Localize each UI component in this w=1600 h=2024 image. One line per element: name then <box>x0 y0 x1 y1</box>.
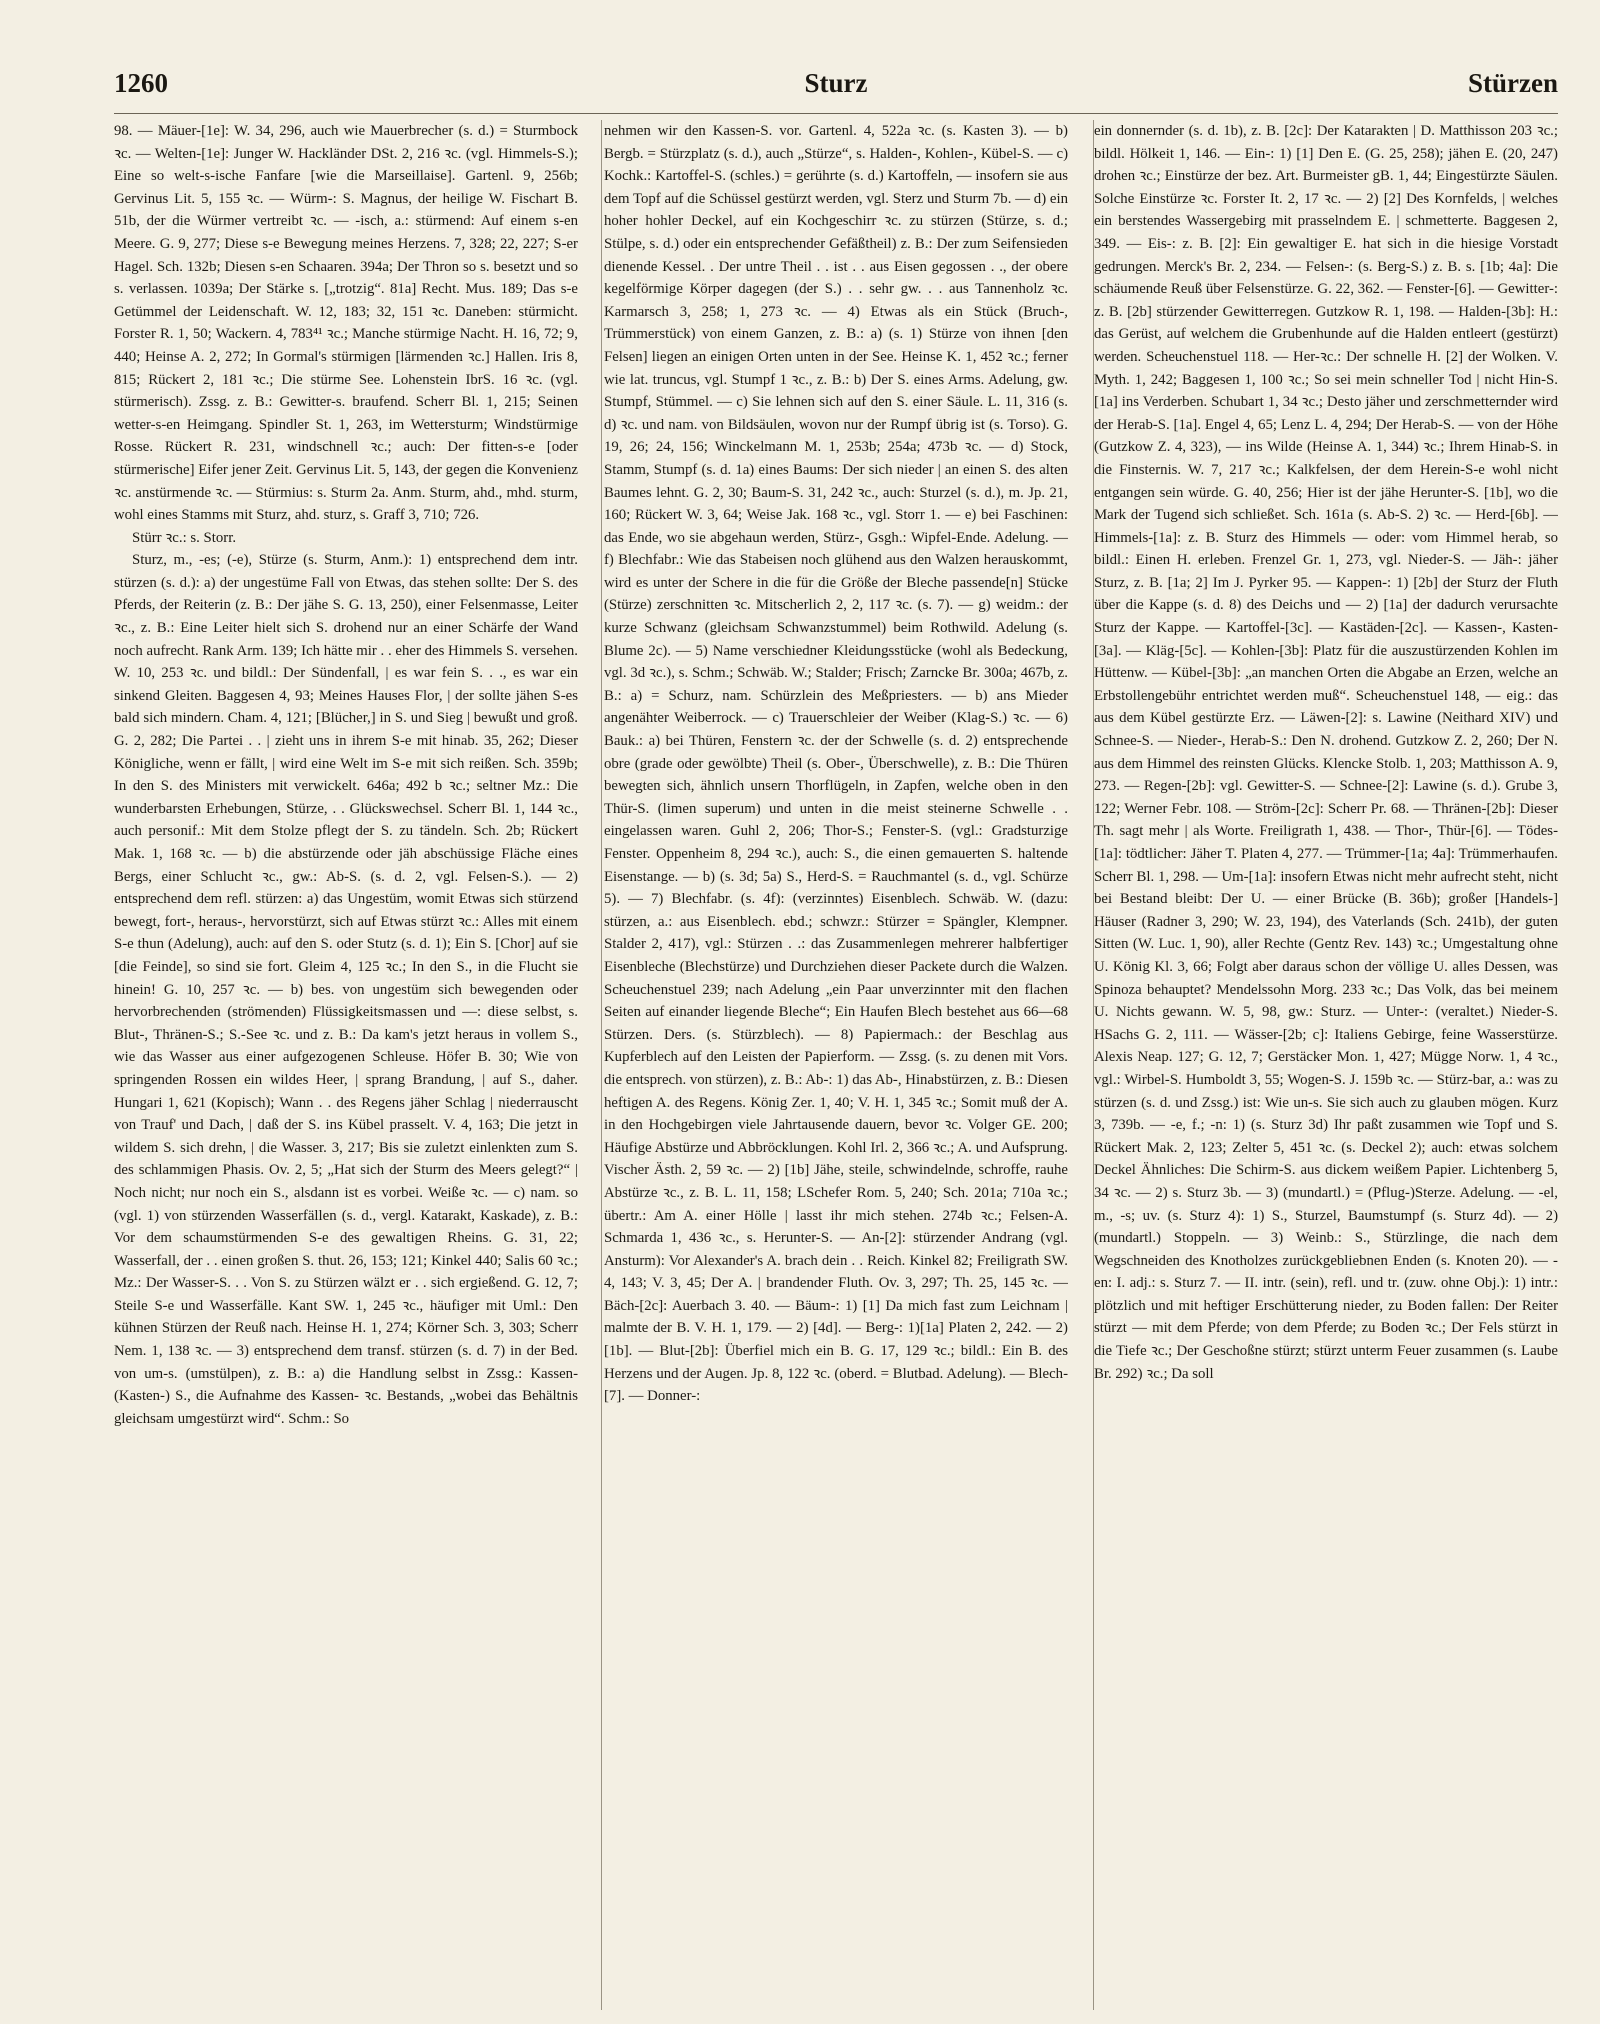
entry-paragraph: ein donnernder (s. d. 1b), z. B. [2c]: Der Katarakten | D. Matthisson 203 ꝛc.; bildl. Hölkeit 1, 146. — Ein-: 1) [1] Den E. (G. 25, 258); jähen E. (20, 247) drohen ꝛc.; Einstürze der bez. Art. Burmeister gB. 1, 44; Eingestürzte Säulen. Solche Einstürze ꝛc. Forster It. 2, 17 ꝛc. — 2) [2] Des Kornfelds, | welches ein berstendes Wassergebirg mit prasselndem E. | schmetterte. Baggesen 2, 349. — Eis-: z. B. [2]: Ein gewaltiger E. hat sich in die hiesige Vorstadt gedrungen. Merck's Br. 2, 234. — Felsen-: (s. Berg-S.) z. B. s. [1b; 4a]: Die schäumende Reuß über Felsenstürze. G. 22, 362. — Fenster-[6]. — Gewitter-: z. B. [2b] stürzender Gewitterregen. Gutzkow R. 1, 198. — Halden-[3b]: H.: das Gerüst, auf welchem die Grubenhunde auf die Halden entleert (gestürzt) werden. Scheuchenstuel 118. — Her-ꝛc.: Der schnelle H. [2] der Wolken. V. Myth. 1, 242; Baggesen 1, 100 ꝛc.; So sei mein schneller Tod | nicht Hin-S. [1a] ins Verderben. Schubart 1, 34 ꝛc.; Desto jäher und zerschmetternder wird der Herab-S. [1a]. Engel 4, 65; Lenz L. 4, 294; Der Herab-S. — von der Höhe (Gutzkow Z. 4, 323), — ins Wilde (Heinse A. 1, 344) ꝛc.; Ihrem Hinab-S. in die Finsternis. W. 7, 217 ꝛc.; Kalkfelsen, der dem Herein-S-e wohl nicht entgangen sein würde. G. 40, 256; Hier ist der jähe Herunter-S. [1b], wo die Mark der Tugend sich schließet. Sch. 161a (s. Ab-S. 2) ꝛc. — Herd-[6b]. — Himmels-[1a]: z. B. Sturz des Himmels — oder: vom Himmel herab, so bildl.: Einen H. erleben. Frenzel Gr. 1, 273, vgl. Nieder-S. — Jäh-: jäher Sturz, z. B. [1a; 2] Im J. Pyrker 95. — Kappen-: 1) [2b] der Sturz der Fluth über die Kappe (s. d. 8) des Deichs und — 2) [1a] der dadurch verursachte Sturz der Kappe. — Kartoffel-[3c]. — Kastäden-[2c]. — Kassen-, Kasten-[3a]. — Kläg-[5c]. — Kohlen-[3b]: Platz für die auszustürzenden Kohlen im Hüttenw. — Kübel-[3b]: „an manchen Orten die Abgabe an Erzen, welche an Erbstollengebühr entrichtet werden muß“. Scheuchenstuel 148, — eig.: das aus dem Kübel gestürzte Erz. — Läwen-[2]: s. Lawine (Neithard XIV) und Schnee-S. — Nieder-, Herab-S.: Den N. drohend. Gutzkow Z. 2, 260; Der N. aus dem Himmel des reinsten Glücks. Klencke Stolb. 1, 203; Matthisson A. 9, 273. — Regen-[2b]: vgl. Gewitter-S. — Schnee-[2]: Lawine (s. d.). Grube 3, 122; Werner Febr. 108. — Ström-[2c]: Scherr Pr. 68. — Thränen-[2b]: Dieser Th. sagt mehr | als Worte. Freiligrath 1, 438. — Thor-, Thür-[6]. — Tödes-[1a]: tödtlicher: Jäher T. Platen 4, 277. — Trümmer-[1a; 4a]: Trümmerhaufen. Scherr Bl. 1, 298. — Um-[1a]: insofern Etwas nicht mehr aufrecht steht, nicht bei Bestand bleibt: Der U. — einer Brücke (B. 36b); großer [Handels-] Häuser (Radner 3, 290; W. 23, 194), des Vaterlands (Sch. 241b), der guten Sitten (W. Luc. 1, 90), aller Rechte (Gentz Rev. 143) ꝛc.; Umgestaltung ohne U. König Kl. 3, 66; Folgt aber daraus schon der völlige U. alles Dessen, was Spinoza behauptet? Mendelssohn Morg. 233 ꝛc.; Das Volk, das bei meinem U. Nichts gewann. W. 5, 98, gw.: Sturz. — Unter-: (veraltet.) Nieder-S. HSachs G. 2, 111. — Wässer-[2b; c]: Italiens Gebirge, feine Wasserstürze. Alexis Neap. 127; G. 12, 7; Gerstäcker Mon. 1, 427; Mügge Norw. 1, 4 ꝛc., vgl.: Wirbel-S. Humboldt 3, 55; Wogen-S. J. 159b ꝛc. — Stürz-bar, a.: was zu stürzen (s. d. und Zssg.) ist: Wie un-s. Sie sich auch zu glauben mögen. Kurz 3, 739b. — -e, f.; -n: 1) (s. Sturz 3d) Ihr paßt zusammen wie Topf und S. Rückert Mak. 2, 123; Zelter 5, 451 ꝛc. (s. Deckel 2); auch: etwas solchem Deckel Ähnliches: Die Schirm-S. aus dickem weißem Papier. Lichtenberg 5, 34 ꝛc. — 2) s. Sturz 3b. — 3) (mundartl.) = (Pflug-)Sterze. Adelung. — -el, m., -s; uv. (s. Sturz 4): 1) S., Sturzel, Baumstumpf (s. Sturz 4d). — 2) (mundartl.) Stoppeln. — 3) Weinb.: S., Stürzlinge, die nach dem Wegschneiden des Knotholzes zurückgebliebnen Enden (s. Knoten 20). — -en: I. adj.: s. Sturz 7. — II. intr. (sein), refl. und tr. (zuw. ohne Obj.): 1) intr.: plötzlich und mit heftiger Erschütterung nieder, zu Boden fallen: Der Reiter stürzt — mit dem Pferde; von dem Pferde; zu Boden ꝛc.; Der Fels stürzt in die Tiefe ꝛc.; Der Geschoßne stürzt; stürzt unterm Feuer zusammen (s. Laube Br. 292) ꝛc.; Da soll <box>1094 123 1558 1382</box>
entry-paragraph: 98. — Mäuer-[1e]: W. 34, 296, auch wie Mauerbrecher (s. d.) = Sturmbock ꝛc. — Welten-[1e]: Junger W. Hackländer DSt. 2, 216 ꝛc. (vgl. Himmels-S.); Eine so welt-s-ische Fanfare [wie die Marseillaise]. Gartenl. 9, 256b; Gervinus Lit. 5, 155 ꝛc. — Würm-: S. Magnus, der heilige W. Fischart B. 51b, der die Würmer vertreibt ꝛc. — -isch, a.: stürmend: Auf einem s-en Meere. G. 9, 277; Diese s-e Bewegung meines Herzens. 7, 328; 22, 227; S-er Hagel. Sch. 132b; Diesen s-en Schaaren. 394a; Der Thron so s. besetzt und so s. verlassen. 1039a; Der Stärke s. [„trotzig“. 81a] Recht. Mus. 189; Das s-e Getümmel der Leidenschaft. W. 12, 183; 32, 151 ꝛc. Daneben: stürmicht. Forster R. 1, 50; Wackern. 4, 783⁴¹ ꝛc.; Manche stürmige Nacht. H. 16, 72; 9, 440; Heinse A. 2, 272; In Gormal's stürmigen [lärmenden ꝛc.] Hallen. Iris 8, 815; Rückert 2, 181 ꝛc.; Die stürme See. Lohenstein IbrS. 16 ꝛc. (vgl. stürmerisch). Zssg. z. B.: Gewitter-s. braufend. Scherr Bl. 1, 215; Seinen wetter-s-en Heimgang. Spindler St. 1, 263, im Wettersturm; Windstürmige Rosse. Rückert R. 231, windschnell ꝛc.; auch: Der fitten-s-e [oder stürmerische] Eifer jener Zeit. Gervinus Lit. 5, 143, der gegen die Konvenienz ꝛc. anstürmende ꝛc. — Stürmius: s. Sturm 2a. Anm. Sturm, ahd., mhd. sturm, wohl eines Stamms mit Sturz, ahd. sturz, s. Graff 3, 710; 726. <box>114 123 578 524</box>
running-header <box>114 68 1558 108</box>
page-number: 1260 <box>114 68 168 98</box>
entry-paragraph: nehmen wir den Kassen-S. vor. Gartenl. 4, 522a ꝛc. (s. Kasten 3). — b) Bergb. = Stürzplatz (s. d.), auch „Stürze“, s. Halden-, Kohlen-, Kübel-S. — c) Kochk.: Kartoffel-S. (schles.) = gerührte (s. d.) Kartoffeln, — insofern sie aus dem Topf auf die Schüssel gestürzt werden, vgl. Sterz und Sturm 7b. — d) ein hoher hohler Deckel, auf ein Kochgeschirr ꝛc. zu stürzen (Stürze, s. d.; Stülpe, s. d.) oder ein entsprechender Gefäßtheil) z. B.: Der zum Seifensieden dienende Kessel. . Der untre Theil . . ist . . aus Eisen gegossen . ., der obere kegelförmige Körper dagegen (der S.) . . sehr gw. . . aus Tannenholz ꝛc. Karmarsch 3, 258; 1, 273 ꝛc. — 4) Etwas als ein Stück (Bruch-, Trümmerstück) von einem Ganzen, z. B.: a) (s. 1) Stürze von ihnen [den Felsen] liegen an einigen Orten unten in der See. Heinse K. 1, 452 ꝛc.; ferner wie lat. truncus, vgl. Stumpf 1 ꝛc., z. B.: b) Der S. eines Arms. Adelung, gw. Stumpf, Stümmel. — c) Sie lehnen sich auf den S. einer Säule. L. 11, 316 (s. d) ꝛc. und nam. von Bildsäulen, wovon nur der Rumpf übrig ist (s. Torso). G. 19, 26; 24, 156; Winckelmann M. 1, 253b; 254a; 473b ꝛc. — d) Stock, Stamm, Stumpf (s. d. 1a) eines Baums: Der sich nieder | an einen S. des alten Baumes lehnt. G. 2, 30; Baum-S. 31, 242 ꝛc., auch: Sturzel (s. d.), m. Jp. 21, 160; Rückert W. 3, 64; Weise Jak. 168 ꝛc., vgl. Storr 1. — e) bei Faschinen: das Ende, wo sie abgehaun werden, Stürz-, Gsgh.: Wipfel-Ende. Adelung. — f) Blechfabr.: Wie das Stabeisen noch glühend aus den Walzen herauskommt, wird es unter der Schere in die für die Größe der Bleche passende[n] Stücke (Stürze) zerschnitten ꝛc. Mitscherlich 2, 2, 117 ꝛc. (s. 7). — g) weidm.: der kurze Schwanz (gleichsam Schwanzstummel) beim Rothwild. Adelung (s. Blume 2c). — 5) Name verschiedner Kleidungsstücke (wohl als Bedeckung, vgl. 3d ꝛc.), s. Schm.; Schwäb. W.; Stalder; Frisch; Zarncke Br. 300a; 467b, z. B.: a) = Schurz, nam. Schürzlein des Meßpriesters. — b) ans Mieder angenähter Weiberrock. — c) Trauerschleier der Weiber (Klag-S.) ꝛc. — 6) Bauk.: a) bei Thüren, Fenstern ꝛc. der der Schwelle (s. d. 2) entsprechende obre (grade oder gewölbte) Theil (s. Ober-, Überschwelle), z. B.: Die Thüren bewegten sich, ähnlich unsern Thorflügeln, in Zapfen, welche oben in den Thür-S. (limen superum) und unten in die meist steinerne Schwelle . . eingelassen waren. Guhl 2, 206; Thor-S.; Fenster-S. (vgl.: Gradsturzige Fenster. Oppenheim 8, 294 ꝛc.), auch: S., die einen gemauerten S. haltende Eisenstange. — b) (s. 3d; 5a) S., Herd-S. = Rauchmantel (s. d., vgl. Schürze 5). — 7) Blechfabr. (s. 4f): (verzinntes) Eisenblech. Schwäb. W. (dazu: stürzen, a.: aus Eisenblech. ebd.; schwzr.: Stürzer = Spängler, Klempner. Stalder 2, 417), vgl.: Stürzen . .: das Zusammenlegen mehrerer halbfertiger Eisenbleche (Blechstürze) und Durchziehen dieser Packete durch die Walzen. Scheuchenstuel 239; nach Adelung „ein Paar unverzinnter mit den flachen Seiten auf einander liegende Bleche“; Ein Haufen Blech bestehet aus 66—68 Stürzen. Ders. (s. Stürzblech). — 8) Papiermach.: der Beschlag aus Kupferblech auf den Leisten der Papierform. — Zssg. (s. zu denen mit Vors. die entsprech. von stürzen), z. B.: Ab-: 1) das Ab-, Hinabstürzen, z. B.: Diesen heftigen A. des Regens. König Zer. 1, 40; V. H. 1, 345 ꝛc.; Somit muß der A. in den Hochgebirgen viele Jahrtausende dauern, bevor ꝛc. Volger GE. 200; Häufige Abstürze und Abbröcklungen. Kohl Irl. 2, 366 ꝛc.; A. und Aufsprung. Vischer Ästh. 2, 59 ꝛc. — 2) [1b] Jähe, steile, schwindelnde, schroffe, rauhe Abstürze ꝛc., z. B. L. 11, 158; LSchefer Rom. 5, 240; Sch. 201a; 710a ꝛc.; übertr.: Am A. einer Hölle | lasst ihr mich stehen. 274b ꝛc.; Felsen-A. Schmarda 1, 436 ꝛc., s. Herunter-S. — An-[2]: stürzender Andrang (vgl. Ansturm): Vor Alexander's A. brach dein . . Reich. Kinkel 82; Freiligrath SW. 4, 143; V. 3, 45; Der A. | brandender Fluth. Ov. 3, 297; Th. 25, 145 ꝛc. — Bäch-[2c]: Auerbach 3. 40. — Bäum-: 1) [1] Da mich fast zum Leichnam | malmte der B. V. H. 1, 179. — 2) [4d]. — Berg-: 1)[1a] Platen 2, 242. — 2) [1b]. — Blut-[2b]: Überfiel mich ein B. G. 17, 129 ꝛc.; bildl.: Ein B. des Herzens und der Augen. Jp. 8, 122 ꝛc. (oberd. = Blutbad. Adelung). — Blech-[7]. — Donner-: <box>604 123 1068 1405</box>
column-right <box>1094 120 1558 2010</box>
header-center-word: Sturz <box>804 68 868 98</box>
column-left <box>114 120 578 2010</box>
header-right-word: Stürzen <box>1468 68 1558 98</box>
column-divider <box>601 120 602 2010</box>
column-middle <box>604 120 1068 2010</box>
header-rule <box>114 113 1558 114</box>
entry-paragraph: Stürr ꝛc.: s. Storr. <box>132 529 237 546</box>
column-divider <box>1093 120 1094 2010</box>
entry-paragraph: Sturz, m., -es; (-e), Stürze (s. Sturm, Anm.): 1) entsprechend dem intr. stürzen (s. d.): a) der ungestüme Fall von Etwas, das stehen sollte: Der S. des Pferds, der Reiterin (z. B.: Der jähe S. G. 13, 250), einer Felsenmasse, Leiter ꝛc., z. B.: Eine Leiter hielt sich S. drohend nur an einer Schärfe der Wand noch aufrecht. Rank Arm. 139; Ich hätte mir . . eher des Himmels S. versehen. W. 10, 253 ꝛc. und bildl.: Der Sündenfall, | es war fein S. . ., es war ein sinkend Gleiten. Baggesen 4, 93; Meines Hauses Flor, | der sollte jähen S-es bald sich mindern. Cham. 4, 121; [Blücher,] in S. und Sieg | bewußt und groß. G. 2, 282; Die Partei . . | zieht uns in ihrem S-e mit hinab. 35, 262; Dieser Königliche, wenn er fällt, | wird eine Welt im S-e mit sich reißen. Sch. 359b; In den S. des Ministers mit verwickelt. 646a; 492 b ꝛc.; seltner Mz.: Die wunderbarsten Erhebungen, Stürze, . . Glückswechsel. Scherr Bl. 1, 144 ꝛc., auch personif.: Mit dem Stolze pflegt der S. zu tändeln. Sch. 2b; Rückert Mak. 1, 168 ꝛc. — b) die abstürzende oder jäh abschüssige Fläche eines Bergs, einer Schlucht ꝛc., gw.: Ab-S. (s. d. 2, vgl. Felsen-S.). — 2) entsprechend dem refl. stürzen: a) das Ungestüm, womit Etwas sich stürzend bewegt, fort-, heraus-, hervorstürzt, sich auf Etwas stürzt ꝛc.: Alles mit einem S-e thun (Adelung), auch: auf den S. oder Stutz (s. d. 1); Ein S. [Chor] auf sie [die Feinde], so sind sie fort. Gleim 4, 125 ꝛc.; In den S., in die Flucht sie hinein! G. 10, 257 ꝛc. — b) bes. von ungestüm sich bewegenden oder hervorbrechenden (strömenden) Flüssigkeitsmassen und —: diese selbst, s. Blut-, Thränen-S.; S.-See ꝛc. und z. B.: Da kam's jetzt heraus in vollem S., wie das Wasser aus einer aufgezogenen Schleuse. Höfer B. 30; Wie von springenden Rossen ein wildes Heer, | sprang Brandung, | auf S., daher. Hungari 1, 621 (Kopisch); Wann . . des Regens jäher Schlag | niederrauscht von Trauf' und Dach, | daß der S. ins Kübel prasselt. V. 4, 163; Die jetzt in wildem S. sich drehn, | die Wasser. 3, 217; Bis sie zuletzt einlenkten zum S. des schlammigen Phasis. Ov. 2, 5; „Hat sich der Sturm des Meers gelegt?“ | Noch nicht; nur noch ein S., alsdann ist es vorbei. Weiße ꝛc. — c) nam. so (vgl. 1) von stürzenden Wasserfällen (s. d., vergl. Katarakt, Kaskade), z. B.: Vor dem schaumstürmenden S-e des gewaltigen Rheins. G. 31, 22; Wasserfall, der . . einen großen S. thut. 26, 153; 121; Kinkel 440; Salis 60 ꝛc.; Mz.: Der Wasser-S. . . Von S. zu Stürzen wälzt er . . sich ergießend. G. 12, 7; Steile S-e und Wasserfälle. Kant SW. 1, 245 ꝛc., häufiger mit Uml.: Den kühnen Stürzen der Reuß nach. Heinse H. 1, 274; Körner Sch. 3, 303; Scherr Nem. 1, 138 ꝛc. — 3) entsprechend dem transf. stürzen (s. d. 7) in der Bed. von um-s. (umstülpen), z. B.: a) die Handlung selbst in Zssg.: Kassen- (Kasten-) S., die Aufnahme des Kassen- ꝛc. Bestands, „wobei das Behältnis gleichsam umgestürzt wird“. Schm.: So <box>114 552 578 1427</box>
text-columns <box>114 120 1558 2010</box>
